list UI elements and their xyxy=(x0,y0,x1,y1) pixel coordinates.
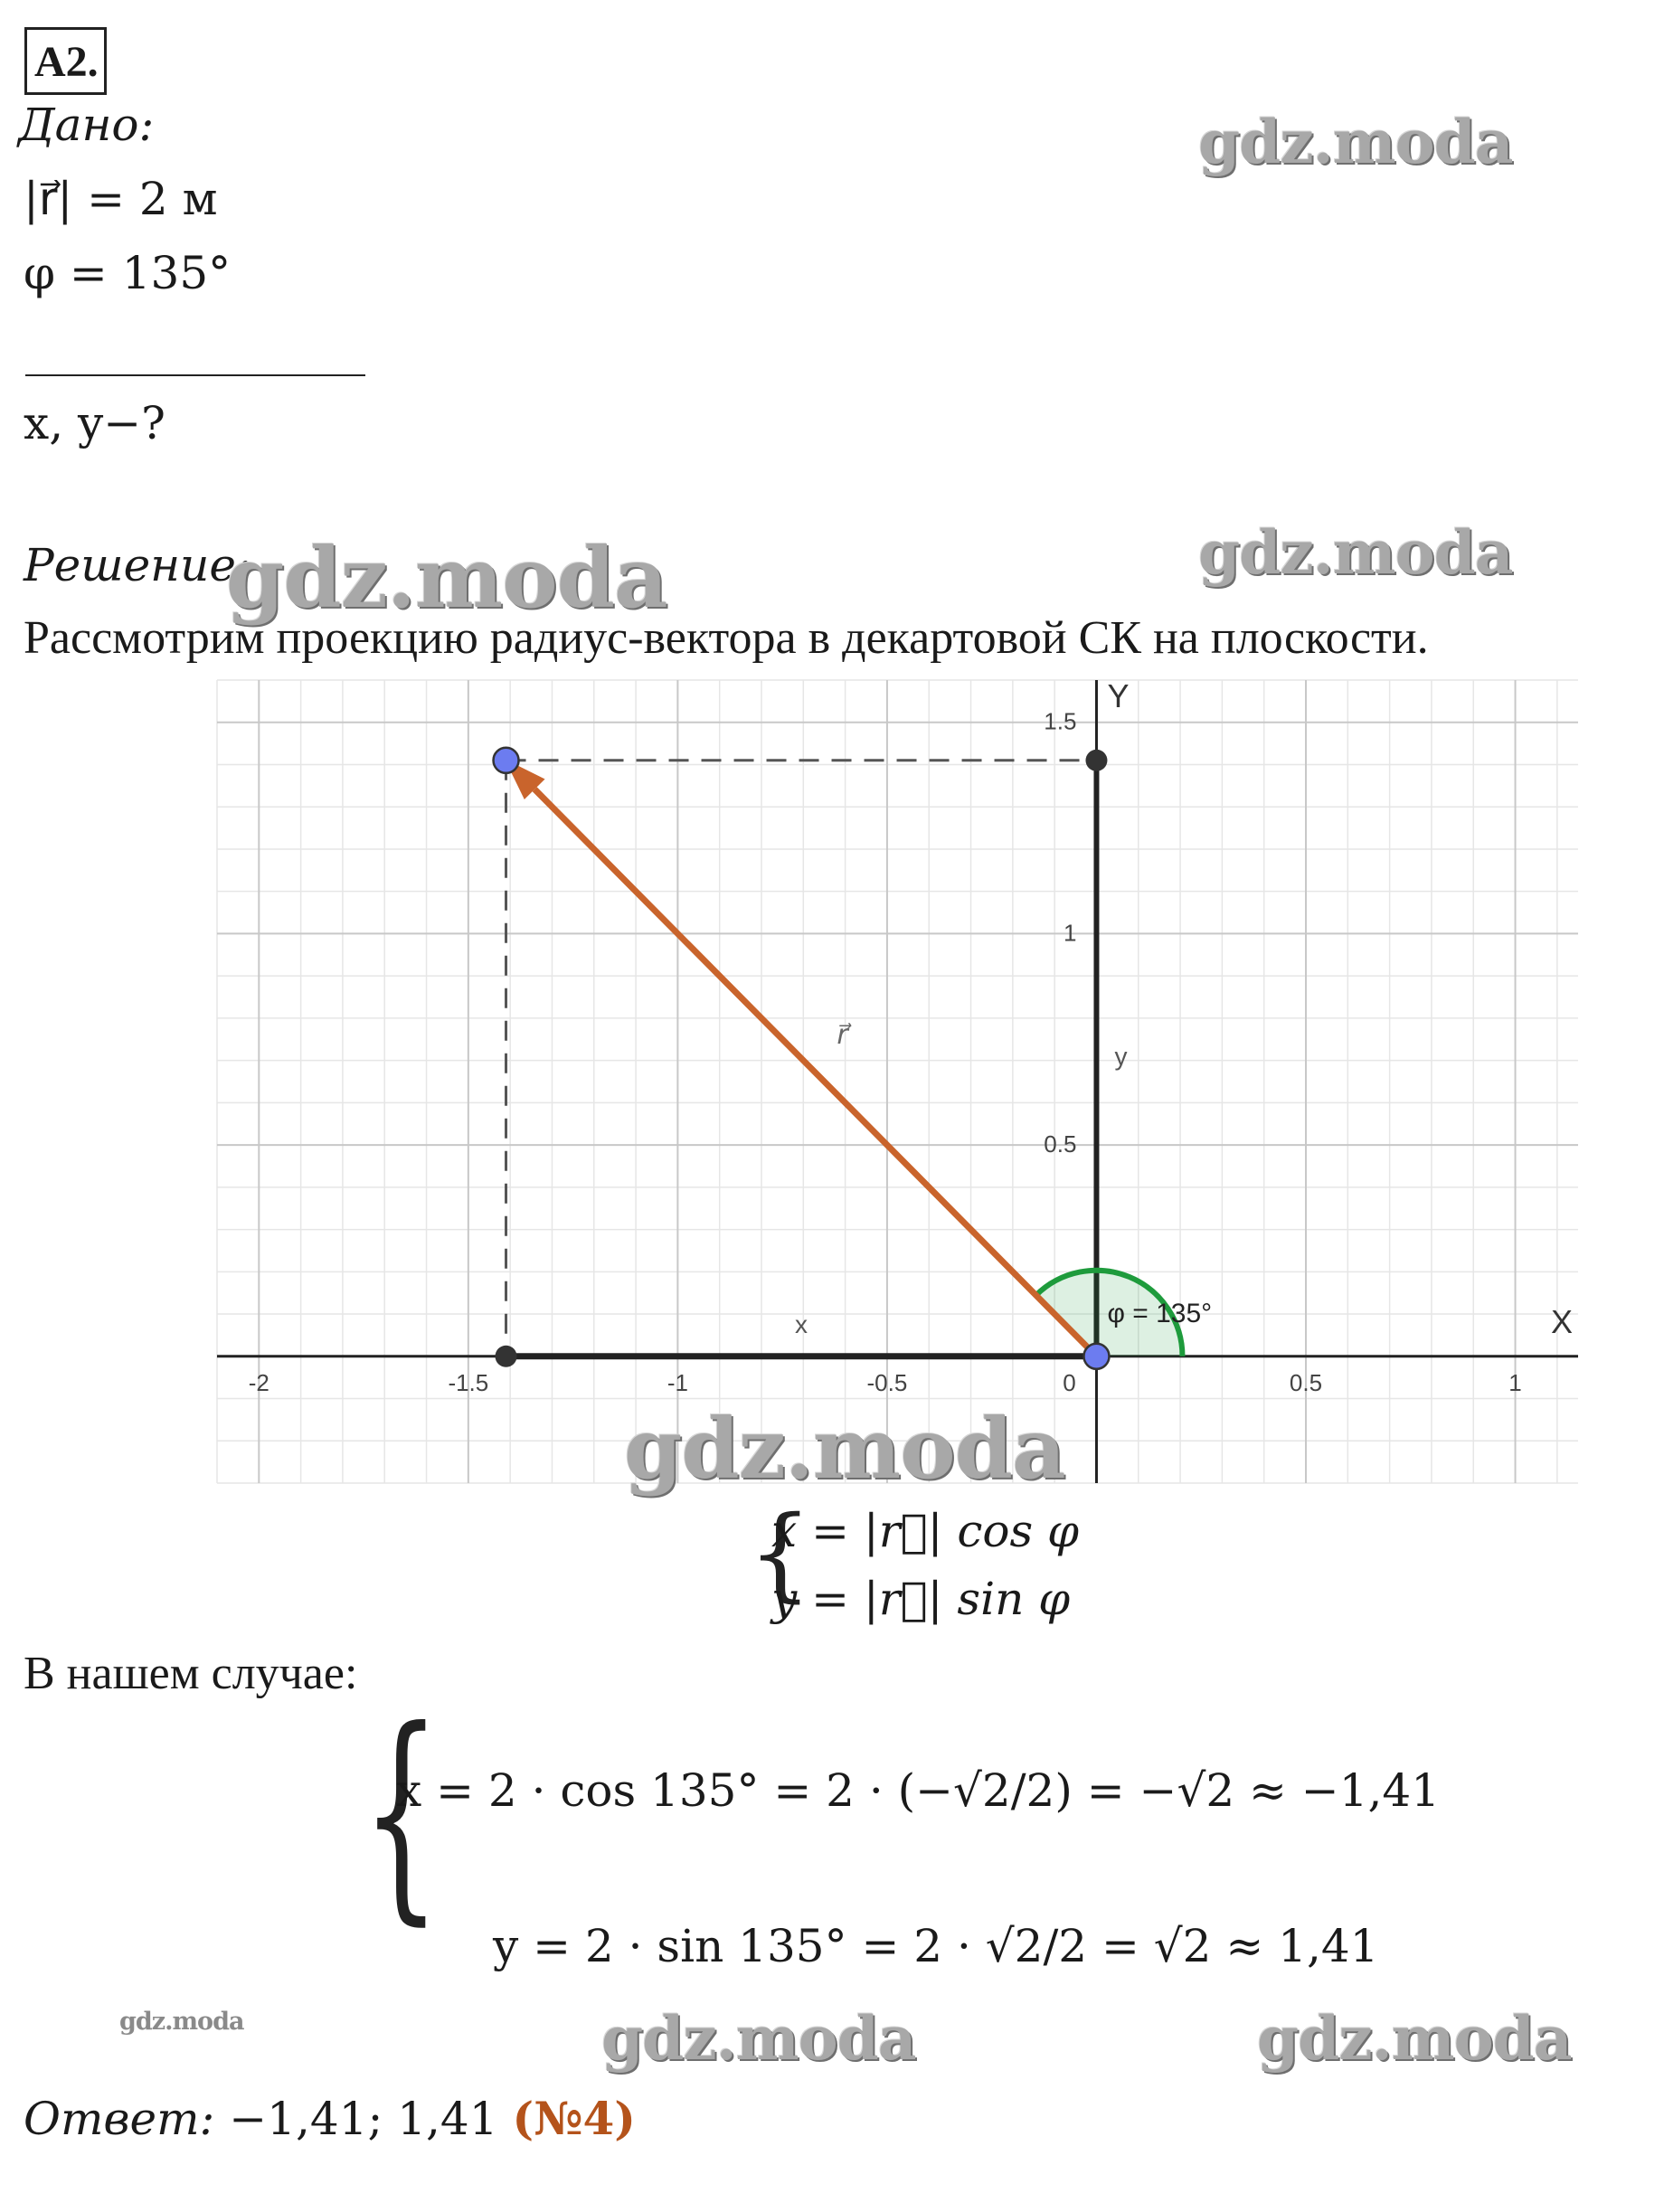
x-tick-label: 0.5 xyxy=(1289,1368,1323,1396)
x-component-label: x xyxy=(795,1309,808,1338)
calc-y: y = 2 · sin 135° = 2 · √2/2 = √2 ≈ 1,41 xyxy=(493,1920,1379,1972)
x-tick-label: 1 xyxy=(1508,1368,1522,1396)
vector-label: r⃗ xyxy=(837,1019,848,1050)
watermark: gdz.moda xyxy=(1198,517,1513,588)
answer-line xyxy=(24,2092,636,2145)
x-tick-label: -0.5 xyxy=(866,1368,908,1396)
given-line-magnitude: |r⃗| = 2 м xyxy=(24,173,218,225)
formula-y: y = |r⃗| sin φ xyxy=(771,1573,1071,1625)
solution-intro: Рассмотрим проекцию радиус-вектора в декартовой СК на плоскости. xyxy=(24,612,1429,664)
watermark: gdz.moda xyxy=(601,2003,916,2074)
watermark: gdz.moda xyxy=(1257,2003,1572,2074)
find-line: x, y−? xyxy=(24,397,165,449)
y-tick-label: 1.5 xyxy=(1044,707,1077,735)
given-label: Дано: xyxy=(18,99,155,151)
system-brace: { xyxy=(748,1495,813,1612)
y-component-label: y xyxy=(1114,1042,1128,1071)
coordinate-plot xyxy=(0,669,1664,1501)
given-line-angle: φ = 135° xyxy=(24,247,232,299)
solution-label: Решение: xyxy=(24,539,251,591)
x-tick-label: -2 xyxy=(248,1368,269,1396)
divider-line xyxy=(25,374,365,376)
answer-ref: (№4) xyxy=(512,2092,636,2145)
angle-label: φ = 135° xyxy=(1107,1298,1213,1328)
watermark: gdz.moda xyxy=(624,1400,1065,1498)
task-label: A2. xyxy=(24,27,107,95)
x-tick-label: -1 xyxy=(667,1368,688,1396)
x-tick-label: 0 xyxy=(1063,1368,1076,1396)
x-tick-label: -1.5 xyxy=(448,1368,489,1396)
case-label: В нашем случае: xyxy=(24,1648,358,1699)
answer-value: −1,41; 1,41 xyxy=(214,2093,513,2145)
y-tick-label: 1 xyxy=(1063,919,1077,947)
y-tick-label: 0.5 xyxy=(1044,1130,1077,1158)
point-y-projection xyxy=(1085,750,1107,771)
calc-brace: { xyxy=(362,1681,441,1944)
answer-label: Ответ: xyxy=(24,2093,215,2145)
point-origin xyxy=(1083,1344,1109,1369)
x-axis-label: X xyxy=(1551,1302,1574,1340)
point-x-projection xyxy=(496,1346,517,1367)
point-vector-end xyxy=(494,748,519,773)
watermark: gdz.moda xyxy=(1198,107,1513,177)
formula-x: x = |r⃗| cos φ xyxy=(771,1505,1080,1557)
calc-x: x = 2 · cos 135° = 2 · (−√2/2) = −√2 ≈ −1,41 xyxy=(396,1764,1441,1817)
y-axis-label: Y xyxy=(1107,677,1130,714)
watermark: gdz.moda xyxy=(226,529,667,627)
watermark: gdz.moda xyxy=(119,2008,244,2036)
